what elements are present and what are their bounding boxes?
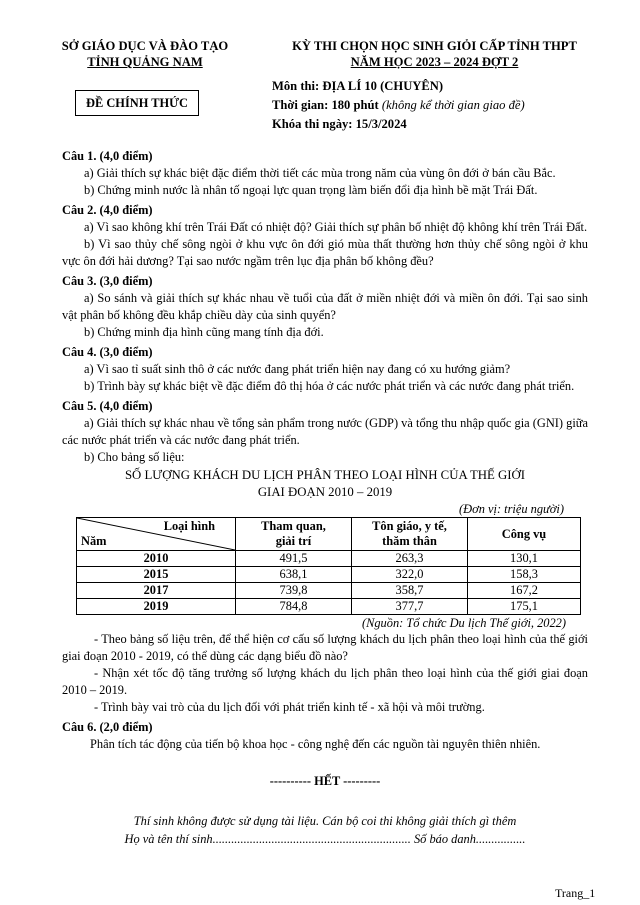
- row-year: 2019: [77, 599, 236, 615]
- question-2a: a) Vì sao không khí trên Trái Đất có nhiệt độ? Giải thích sự phân bố nhiệt độ không khí trên Trái Đất.: [84, 220, 588, 234]
- row-year: 2017: [77, 583, 236, 599]
- question-1b: b) Chứng minh nước là nhân tố ngoại lực quan trọng làm biến đổi địa hình bề mặt Trái Đất.: [84, 183, 538, 197]
- question-2-title: Câu 2. (4,0 điểm): [62, 203, 153, 217]
- cell-religion: 263,3: [352, 551, 468, 567]
- exam-meta: [272, 77, 592, 134]
- question-6-title: Câu 6. (2,0 điểm): [62, 720, 153, 734]
- tourism-table: [76, 517, 581, 615]
- candidate-note: [62, 812, 588, 848]
- cell-business: 175,1: [468, 599, 581, 615]
- end-marker: ---------- HẾT ---------: [269, 774, 381, 788]
- page-number: Trang_1: [555, 886, 596, 900]
- col-header-business: Công vụ: [468, 518, 581, 551]
- cell-sightseeing: 638,1: [236, 567, 352, 583]
- table-row: [77, 551, 581, 567]
- cell-sightseeing: 491,5: [236, 551, 352, 567]
- question-4a: a) Vì sao tỉ suất sinh thô ở các nước đang phát triển hiện nay đang có xu hướng giảm?: [84, 362, 511, 376]
- question-3-title: Câu 3. (3,0 điểm): [62, 274, 153, 288]
- table-row: [77, 567, 581, 583]
- school-year: NĂM HỌC 2023 – 2024 ĐỢT 2: [350, 55, 519, 69]
- question-4-title: Câu 4. (3,0 điểm): [62, 345, 153, 359]
- table-row: [77, 583, 581, 599]
- duration: Thời gian: 180 phút (không kể thời gian giao đề): [272, 98, 525, 112]
- table-title: [62, 467, 588, 501]
- candidate-name-line: Họ và tên thí sinh................................................................ Số báo danh................: [124, 832, 526, 846]
- question-6a: Phân tích tác động của tiến bộ khoa học - công nghệ đến các nguồn tài nguyên thiên nhiên.: [90, 737, 541, 751]
- question-5-task-1: - Theo bảng số liệu trên, để thể hiện cơ cấu số lượng khách du lịch phân theo loại hình của thế giới giai đoạn 2010 - 2019, có thể dùng các dạng biểu đồ nào?: [62, 632, 588, 663]
- cell-religion: 377,7: [352, 599, 468, 615]
- corner-bottom-label: Năm: [81, 534, 107, 548]
- question-1-title: Câu 1. (4,0 điểm): [62, 149, 153, 163]
- col-header-sightseeing: Tham quan, giải trí: [236, 518, 352, 551]
- question-5-task-2: - Nhận xét tốc độ tăng trưởng số lượng khách du lịch phân theo loại hình của thế giới giai đoạn 2010 – 2019.: [62, 666, 588, 697]
- cell-sightseeing: 739,8: [236, 583, 352, 599]
- table-unit: (Đơn vị: triệu người): [459, 502, 564, 516]
- table-title-line-1: SỐ LƯỢNG KHÁCH DU LỊCH PHÂN THEO LOẠI HÌNH CỦA THẾ GIỚI: [124, 468, 526, 482]
- table-title-line-2: GIAI ĐOẠN 2010 – 2019: [257, 485, 393, 499]
- department-header: [50, 38, 240, 70]
- exam-content: [62, 145, 588, 848]
- table-source: (Nguồn: Tổ chức Du lịch Thế giới, 2022): [361, 616, 566, 630]
- exam-title: KỲ THI CHỌN HỌC SINH GIỎI CẤP TỈNH THPT: [292, 39, 577, 53]
- cell-business: 167,2: [468, 583, 581, 599]
- cell-business: 130,1: [468, 551, 581, 567]
- question-5-title: Câu 5. (4,0 điểm): [62, 399, 153, 413]
- cell-religion: 322,0: [352, 567, 468, 583]
- note-line: Thí sinh không được sử dụng tài liệu. Cán bộ coi thi không giải thích gì thêm: [133, 814, 517, 828]
- cell-sightseeing: 784,8: [236, 599, 352, 615]
- col-header-religion: Tôn giáo, y tế, thăm thân: [352, 518, 468, 551]
- row-year: 2010: [77, 551, 236, 567]
- cell-religion: 358,7: [352, 583, 468, 599]
- cell-business: 158,3: [468, 567, 581, 583]
- subject: Môn thi: ĐỊA LÍ 10 (CHUYÊN): [272, 79, 444, 93]
- question-3b: b) Chứng minh địa hình cũng mang tính địa đới.: [84, 325, 324, 339]
- question-2b: b) Vì sao thủy chế sông ngòi ở khu vực ôn đới gió mùa thất thường hơn thủy chế sông ngòi ở khu vực ôn đới hải dương? Tại sao nước ngầm trên lục địa phân bố không đều?: [62, 237, 588, 268]
- question-5-task-3: - Trình bày vai trò của du lịch đối với phát triển kinh tế - xã hội và môi trường.: [94, 700, 485, 714]
- question-5a: a) Giải thích sự khác nhau về tổng sản phẩm trong nước (GDP) và tổng thu nhập quốc gia (GNI) giữa các nước phát triển và các nước đang phát triển.: [62, 416, 588, 447]
- exam-header: [262, 38, 607, 70]
- question-5b: b) Cho bảng số liệu:: [84, 450, 185, 464]
- table-corner-header: [77, 518, 236, 551]
- table-row: [77, 599, 581, 615]
- question-3a: a) So sánh và giải thích sự khác nhau về tuổi của đất ở miền nhiệt đới và miền ôn đới. Tại sao sinh vật phân bố không đều khắp chiều dày của sinh quyển?: [62, 291, 588, 322]
- official-exam-box: ĐỀ CHÍNH THỨC: [75, 90, 199, 116]
- exam-date: Khóa thi ngày: 15/3/2024: [272, 117, 407, 131]
- question-4b: b) Trình bày sự khác biệt về đặc điểm đô thị hóa ở các nước phát triển và các nước đang phát triển.: [84, 379, 575, 393]
- department-line: SỞ GIÁO DỤC VÀ ĐÀO TẠO: [61, 39, 229, 53]
- corner-top-label: Loại hình: [163, 519, 215, 533]
- row-year: 2015: [77, 567, 236, 583]
- table-header-row: [77, 518, 581, 551]
- province-line: TỈNH QUẢNG NAM: [87, 55, 203, 69]
- question-1a: a) Giải thích sự khác biệt đặc điểm thời tiết các mùa trong năm của vùng ôn đới ở bán cầu Bắc.: [84, 166, 556, 180]
